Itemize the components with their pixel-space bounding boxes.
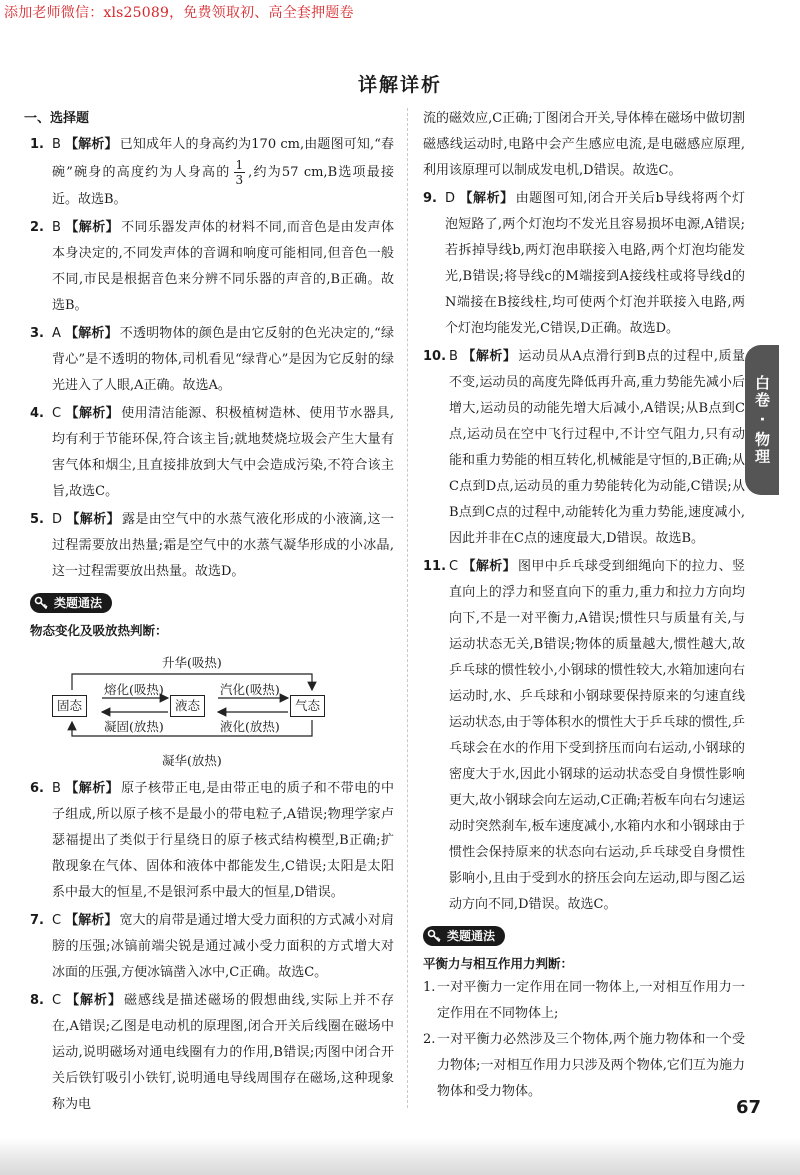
tip-subtitle: 平衡力与相互作用力判断： [423, 956, 574, 971]
item-number: 7. [30, 913, 44, 928]
column-divider [407, 108, 408, 1108]
page-number: 67 [736, 1097, 762, 1118]
answer-item-10 [423, 344, 745, 552]
state-liquid: 液态 [170, 695, 205, 717]
vaporization-label: 汽化(吸热) [220, 682, 280, 697]
item-answer: B [52, 137, 61, 152]
item-answer: B [52, 220, 61, 235]
state-gas: 气态 [290, 695, 325, 717]
answer-item-1 [30, 132, 394, 213]
item-answer: C [449, 559, 459, 574]
item-number: 6. [30, 781, 44, 796]
item-text-cont: ,约为57 cm,B选项最接近。故选B。 [52, 165, 394, 207]
analysis-tag: 【解析】 [66, 512, 120, 527]
answer-item-2 [30, 215, 394, 319]
point-number: 2. [423, 1032, 436, 1047]
page-title: 详解详析 [357, 74, 442, 96]
item-text: 运动员从A点滑行到B点的过程中,质量不变,运动员的高度先降低再升高,重力势能先减小后增大,运动员的动能先增大后减小,A错误;从B点到C点,运动员在空中飞行过程中,不计空气阻力,只有动能和重力势能的相互转化,机械能是守恒的,B正确;从C点到D点,运动员的重力势能转化为动能,C错误;从B点到C点的过程中,动能转化为重力势能,速度减小,因此并非在C点的速度最大,D错误。故选B。 [449, 349, 745, 546]
tip-point-2 [423, 1027, 745, 1105]
item-text: 图甲中乒乓球受到细绳向下的拉力、竖直向上的浮力和竖直向下的重力,重力和拉力方向均向下,不是一对平衡力,A错误;惯性只与质量有关,与运动状态无关,B错误;物体的质量越大,惯性越大,故乒乓球的惯性较小,小钢球的惯性较大,水箱加速向右运动时,水、乒乓球和小钢球要保持原来的匀速直线运动状态,由于等体积水的惯性大于乒乓球的惯性,乒乓球会在水的作用下受到挤压而向右运动,小钢球的密度大于水,因此小钢球的运动状态受自身惯性影响更大,故小钢球会向左运动,C正确;若板车向右匀速运动时突然刹车,板车速度减小,水箱内水和小钢球由于惯性会保持原来的状态向右运动,乒乓球受自身惯性影响小,且由于受到水的挤压会向左运动,即与图乙运动方向不同,D错误。故选C。 [449, 559, 745, 912]
item-answer: D [445, 191, 456, 206]
item-answer: C [52, 993, 62, 1008]
tip-label: 类题通法 [445, 926, 505, 946]
liquefaction-label: 液化(放热) [220, 719, 280, 734]
analysis-tag: 【解析】 [64, 137, 118, 152]
item-text: 已知成年人的身高约为170 cm,由题图可知,“春碗”碗身的高度约为人身高的 [52, 137, 394, 180]
item-number: 10. [423, 349, 447, 364]
item-text: 不透明物体的颜色是由它反射的色光决定的,“绿背心”是不透明的物体,司机看见“绿背心”是因为它反射的绿光进入了人眼,A正确。故选A。 [52, 326, 394, 393]
item-number: 2. [30, 220, 44, 235]
answer-item-8-continued [423, 106, 745, 184]
subject-side-tab: 白卷 · 物理 [745, 345, 779, 495]
analysis-tag: 【解析】 [64, 781, 120, 796]
tip-subtitle: 物态变化及吸放热判断： [30, 623, 168, 638]
item-answer: B [52, 781, 61, 796]
key-icon [423, 926, 445, 946]
item-answer: D [52, 512, 63, 527]
left-column [24, 106, 394, 1120]
item-text: 原子核带正电,是由带正电的质子和不带电的中子组成,所以原子核不是最小的带电粒子,A错误;物理学家卢瑟福提出了类似于行星绕日的原子核式结构模型,B正确;扩散现象在气体、固体和液体中都能发生,C错误;太阳是太阳系中最大的恒星,不是银河系中最大的恒星,D错误。 [52, 781, 394, 900]
item-number: 4. [30, 406, 44, 421]
analysis-tag: 【解析】 [65, 406, 120, 421]
answer-item-3 [30, 321, 394, 399]
page-bottom-shadow [0, 1138, 800, 1175]
analysis-tag: 【解析】 [462, 559, 516, 574]
item-text: 磁感线是描述磁场的假想曲线,实际上并不存在,A错误;乙图是电动机的原理图,闭合开关后线圈在磁场中运动,说明磁场对通电线圈有力的作用,B错误;丙图中闭合开关后铁钉吸引小铁钉,说明通电导线周围存在磁场,这种现象称为电 [52, 993, 394, 1112]
item-text: 宽大的肩带是通过增大受力面积的方式减小对肩膀的压强;冰镐前端尖锐是通过减小受力面积的方式增大对冰面的压强,方便冰镐凿入冰中,C正确。故选C。 [52, 913, 394, 980]
item-answer: C [52, 913, 62, 928]
point-text: 一对平衡力必然涉及三个物体,两个施力物体和一个受力物体;一对相互作用力只涉及两个物体,它们互为施力物体和受力物体。 [437, 1032, 745, 1099]
phase-change-diagram [50, 644, 350, 772]
item-number: 8. [30, 993, 44, 1008]
item-answer: C [52, 406, 62, 421]
point-text: 一对平衡力一定作用在同一物体上,一对相互作用力一定作用在不同物体上; [437, 980, 745, 1021]
item-text: 不同乐器发声体的材料不同,而音色是由发声体本身决定的,不同发声体的音调和响度可能相同,但音色一般不同,市民是根据音色来分辨不同乐器的声音的,B正确。故选B。 [52, 220, 394, 313]
section-heading: 一、选择题 [24, 111, 90, 126]
answer-item-9 [423, 186, 745, 342]
tip-point-1 [423, 975, 745, 1027]
fraction: $\frac{1}{3}$ [235, 158, 244, 187]
state-solid: 固态 [52, 695, 87, 717]
deposition-label: 凝华(放热) [162, 753, 222, 768]
sublimation-label: 升华(吸热) [162, 655, 222, 670]
tip-badge [30, 593, 112, 613]
item-number: 9. [423, 191, 437, 206]
point-number: 1. [423, 980, 436, 995]
answer-item-7 [30, 908, 394, 986]
analysis-tag: 【解析】 [65, 913, 118, 928]
item-number: 3. [30, 326, 44, 341]
item-number: 11. [423, 559, 447, 574]
analysis-tag: 【解析】 [65, 993, 123, 1008]
item-answer: B [449, 349, 458, 364]
analysis-tag: 【解析】 [64, 326, 118, 341]
melting-label: 熔化(吸热) [104, 682, 164, 697]
tip-badge [423, 926, 505, 946]
answer-item-5 [30, 507, 394, 585]
item-text: 流的磁效应,C正确;丁图闭合开关,导体棒在磁场中做切割磁感线运动时,电路中会产生感应电流,是电磁感应原理,利用该原理可以制成发电机,D错误。故选C。 [423, 111, 745, 178]
answer-item-8 [30, 988, 394, 1118]
answer-item-6 [30, 776, 394, 906]
analysis-tag: 【解析】 [64, 220, 120, 235]
right-column [423, 106, 745, 1105]
tip-label: 类题通法 [52, 593, 112, 613]
item-number: 1. [30, 137, 44, 152]
analysis-tag: 【解析】 [461, 349, 517, 364]
item-answer: A [52, 326, 61, 341]
item-text: 由题图可知,闭合开关后b导线将两个灯泡短路了,两个灯泡均不发光且容易损坏电源,A错误;若拆掉导线b,两灯泡串联接入电路,两个灯泡均能发光,B错误;将导线c的M端接到A接线柱或将导线d的N端接在B接线柱,均可使两个灯泡并联接入电路,两个灯泡均能发光,C错误,D正确。故选D。 [445, 191, 745, 336]
watermark-text: 添加老师微信：xls25089，免费领取初、高全套押题卷 [4, 5, 354, 21]
answer-item-4 [30, 401, 394, 505]
item-number: 5. [30, 512, 44, 527]
freezing-label: 凝固(放热) [104, 719, 164, 734]
item-text: 使用清洁能源、积极植树造林、使用节水器具,均有利于节能环保,符合该主旨;就地焚烧垃圾会产生大量有害气体和烟尘,且直接排放到大气中会造成污染,不符合该主旨,故选C。 [52, 406, 394, 499]
item-text: 露是由空气中的水蒸气液化形成的小液滴,这一过程需要放出热量;霜是空气中的水蒸气凝华形成的小冰晶,这一过程需要放出热量。故选D。 [52, 512, 394, 579]
analysis-tag: 【解析】 [459, 191, 514, 206]
key-icon [30, 593, 52, 613]
answer-item-11 [423, 554, 745, 918]
